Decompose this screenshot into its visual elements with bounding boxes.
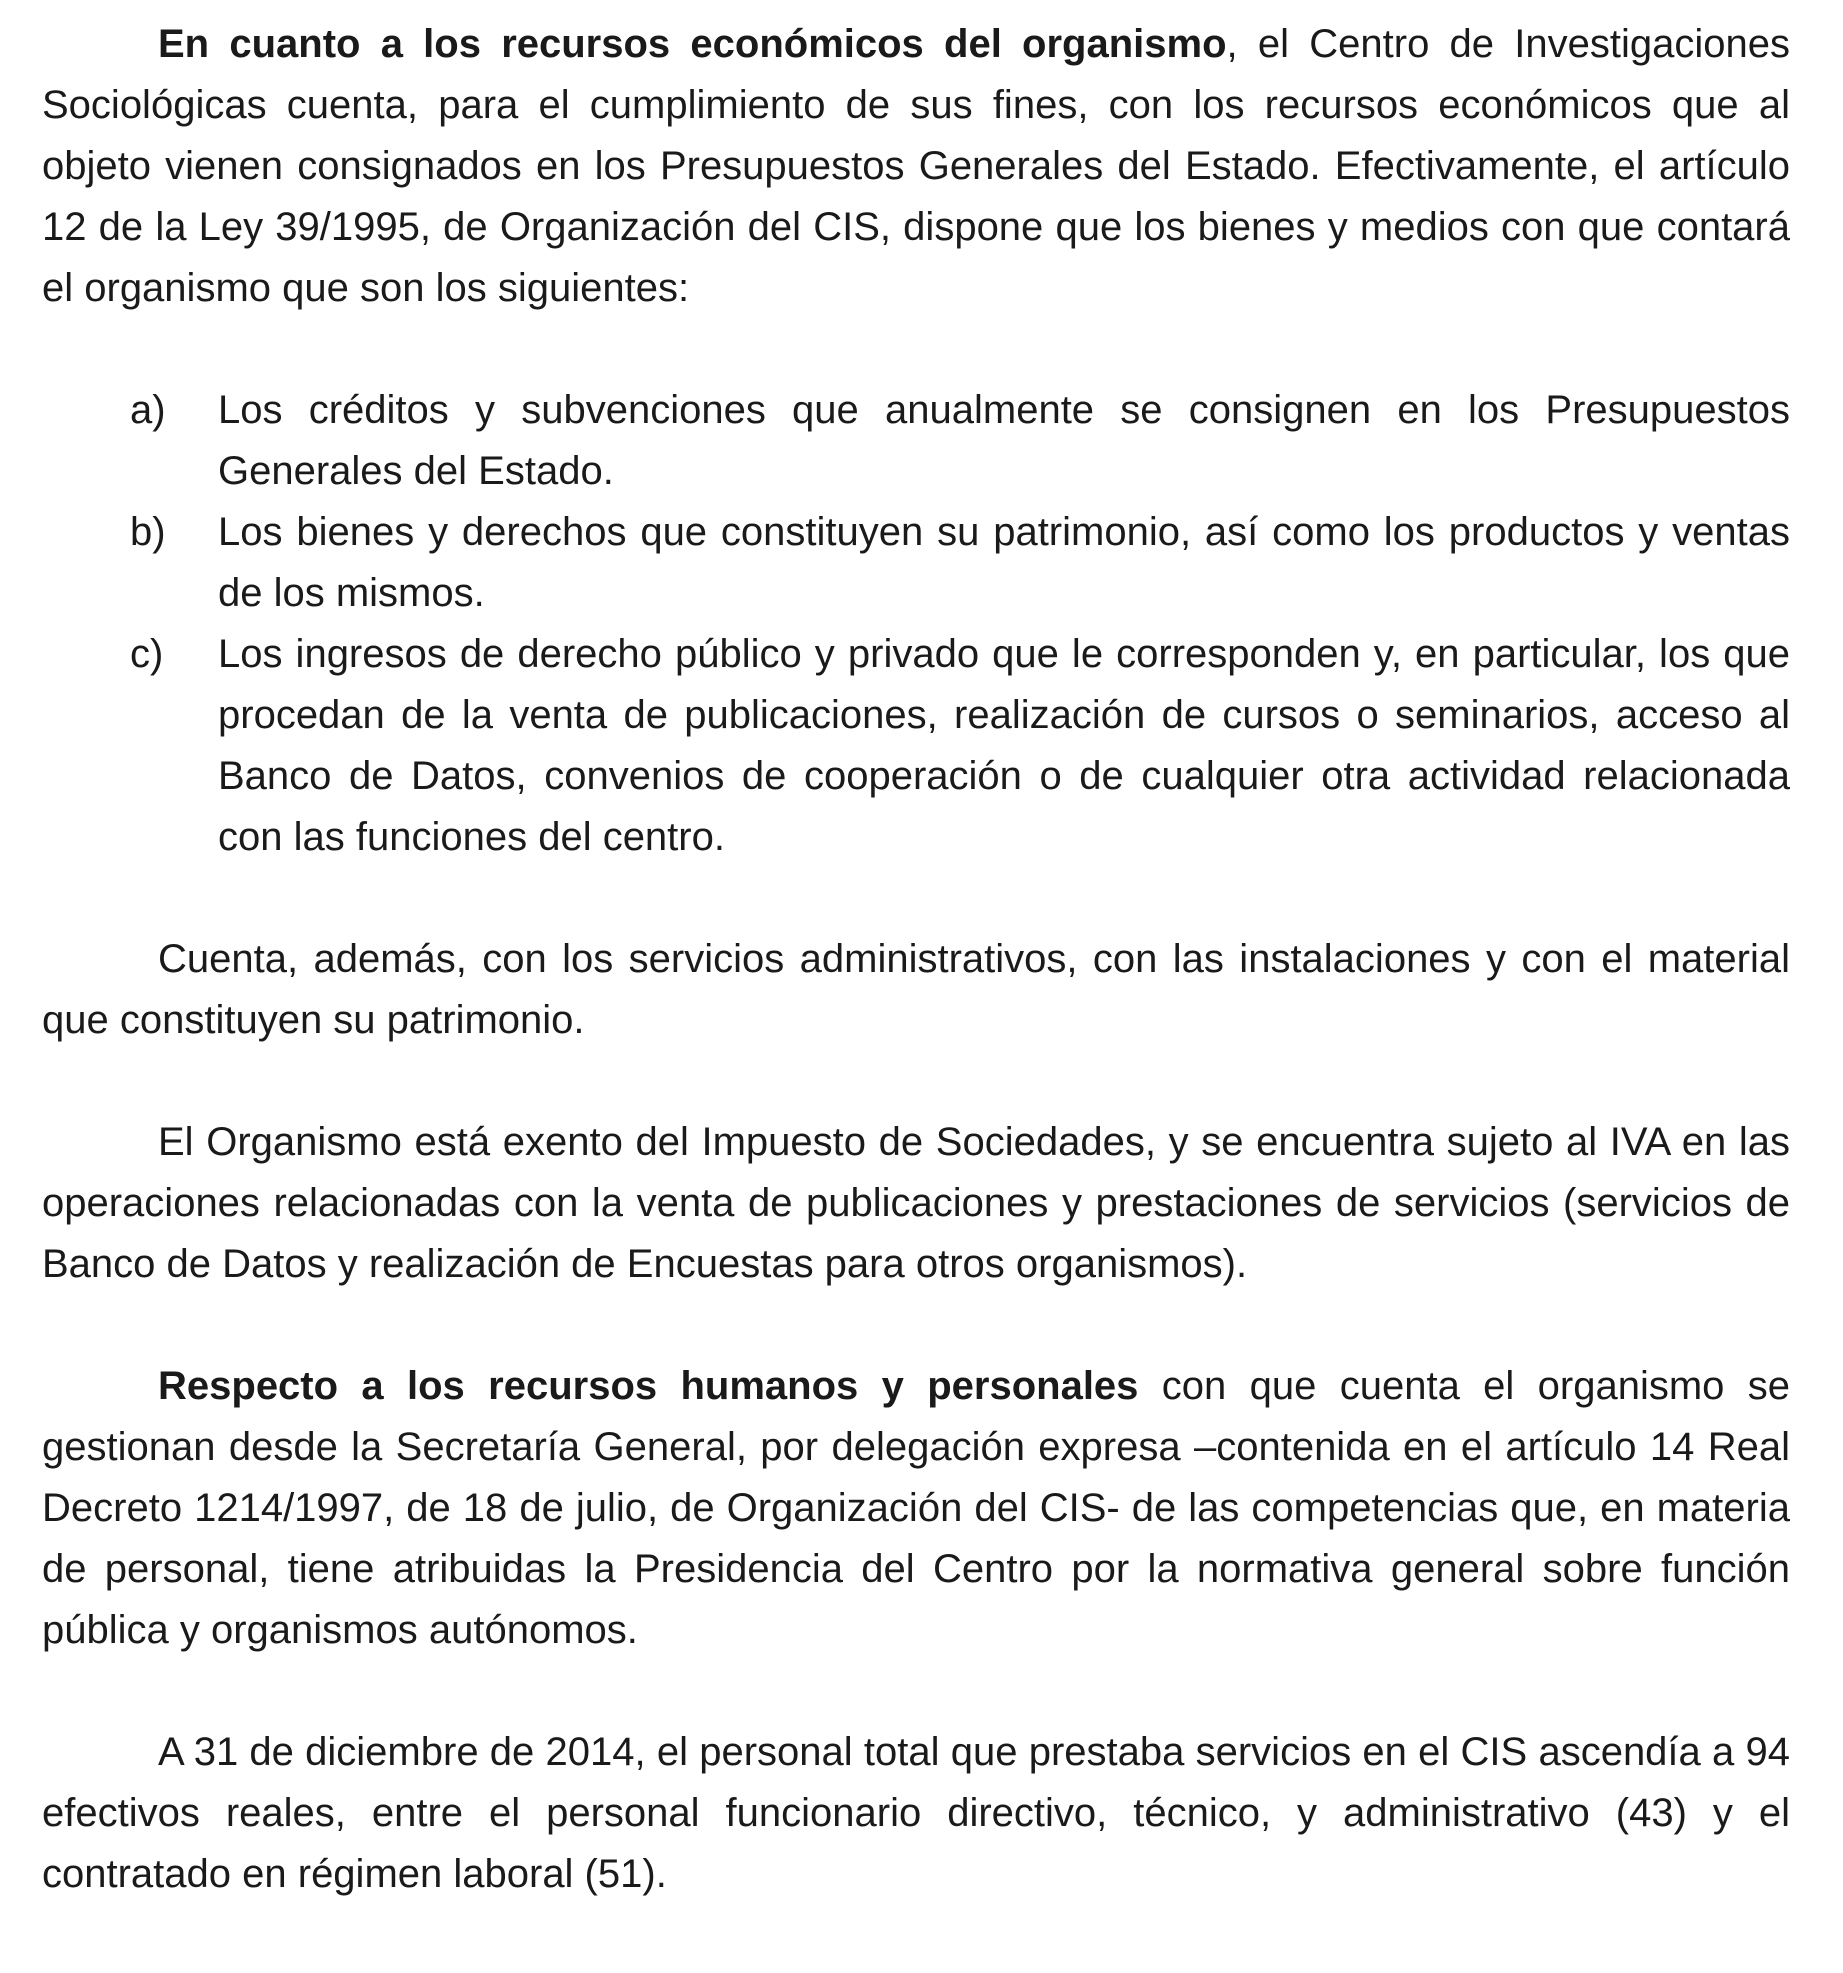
recursos-list [42,380,1790,868]
paragraph-spacer [42,1295,1790,1356]
heading-recursos-economicos: En cuanto a los recursos económicos del organismo [158,22,1227,66]
paragraph-servicios-administrativos: Cuenta, además, con los servicios administrativos, con las instalaciones y con el material que constituyen su patrimonio. [42,937,1790,1042]
paragraph-recursos-economicos-text: , el Centro de Investigaciones Sociológicas cuenta, para el cumplimiento de sus fines, con los recursos económicos que al objeto vienen consignados en los Presupuestos Generales del Estado. Efectivamente, el artículo 12 de la Ley 39/1995, de Organización del CIS, dispone que los bienes y medios con que contará el organismo que son los siguientes: [42,22,1790,310]
paragraph-spacer [42,1051,1790,1112]
list-item-marker: b) [130,510,166,554]
paragraph-spacer [42,868,1790,929]
heading-recursos-humanos: Respecto a los recursos humanos y personales [158,1364,1139,1408]
list-item [42,380,1790,502]
paragraph-recursos-humanos [42,1356,1790,1661]
list-item [42,502,1790,624]
list-item-text: Los bienes y derechos que constituyen su patrimonio, así como los productos y ventas de los mismos. [218,510,1790,615]
document-page [42,14,1790,1905]
list-item-marker: a) [130,388,166,432]
list-item [42,624,1790,868]
paragraph-recursos-humanos-text: con que cuenta el organismo se gestionan desde la Secretaría General, por delegación expresa –contenida en el artículo 14 Real Decreto 1214/1997, de 18 de julio, de Organización del CIS- de las competencias que, en materia de personal, tiene atribuidas la Presidencia del Centro por la normativa general sobre función pública y organismos autónomos. [42,1364,1790,1652]
paragraph-spacer [42,1661,1790,1722]
list-item-text: Los ingresos de derecho público y privado que le corresponden y, en particular, los que procedan de la venta de publicaciones, realización de cursos o seminarios, acceso al Banco de Datos, convenios de cooperación o de cualquier otra actividad relacionada con las funciones del centro. [218,632,1790,859]
paragraph-impuestos: El Organismo está exento del Impuesto de Sociedades, y se encuentra sujeto al IVA en las operaciones relacionadas con la venta de publicaciones y prestaciones de servicios (servicios de Banco de Datos y realización de Encuestas para otros organismos). [42,1120,1790,1286]
paragraph-recursos-economicos [42,14,1790,319]
paragraph-spacer [42,319,1790,380]
list-item-text: Los créditos y subvenciones que anualmente se consignen en los Presupuestos Generales del Estado. [218,388,1790,493]
list-item-marker: c) [130,632,164,676]
paragraph-personal-total: A 31 de diciembre de 2014, el personal total que prestaba servicios en el CIS ascendía a 94 efectivos reales, entre el personal funcionario directivo, técnico, y administrativo (43) y el contratado en régimen laboral (51). [42,1730,1790,1896]
